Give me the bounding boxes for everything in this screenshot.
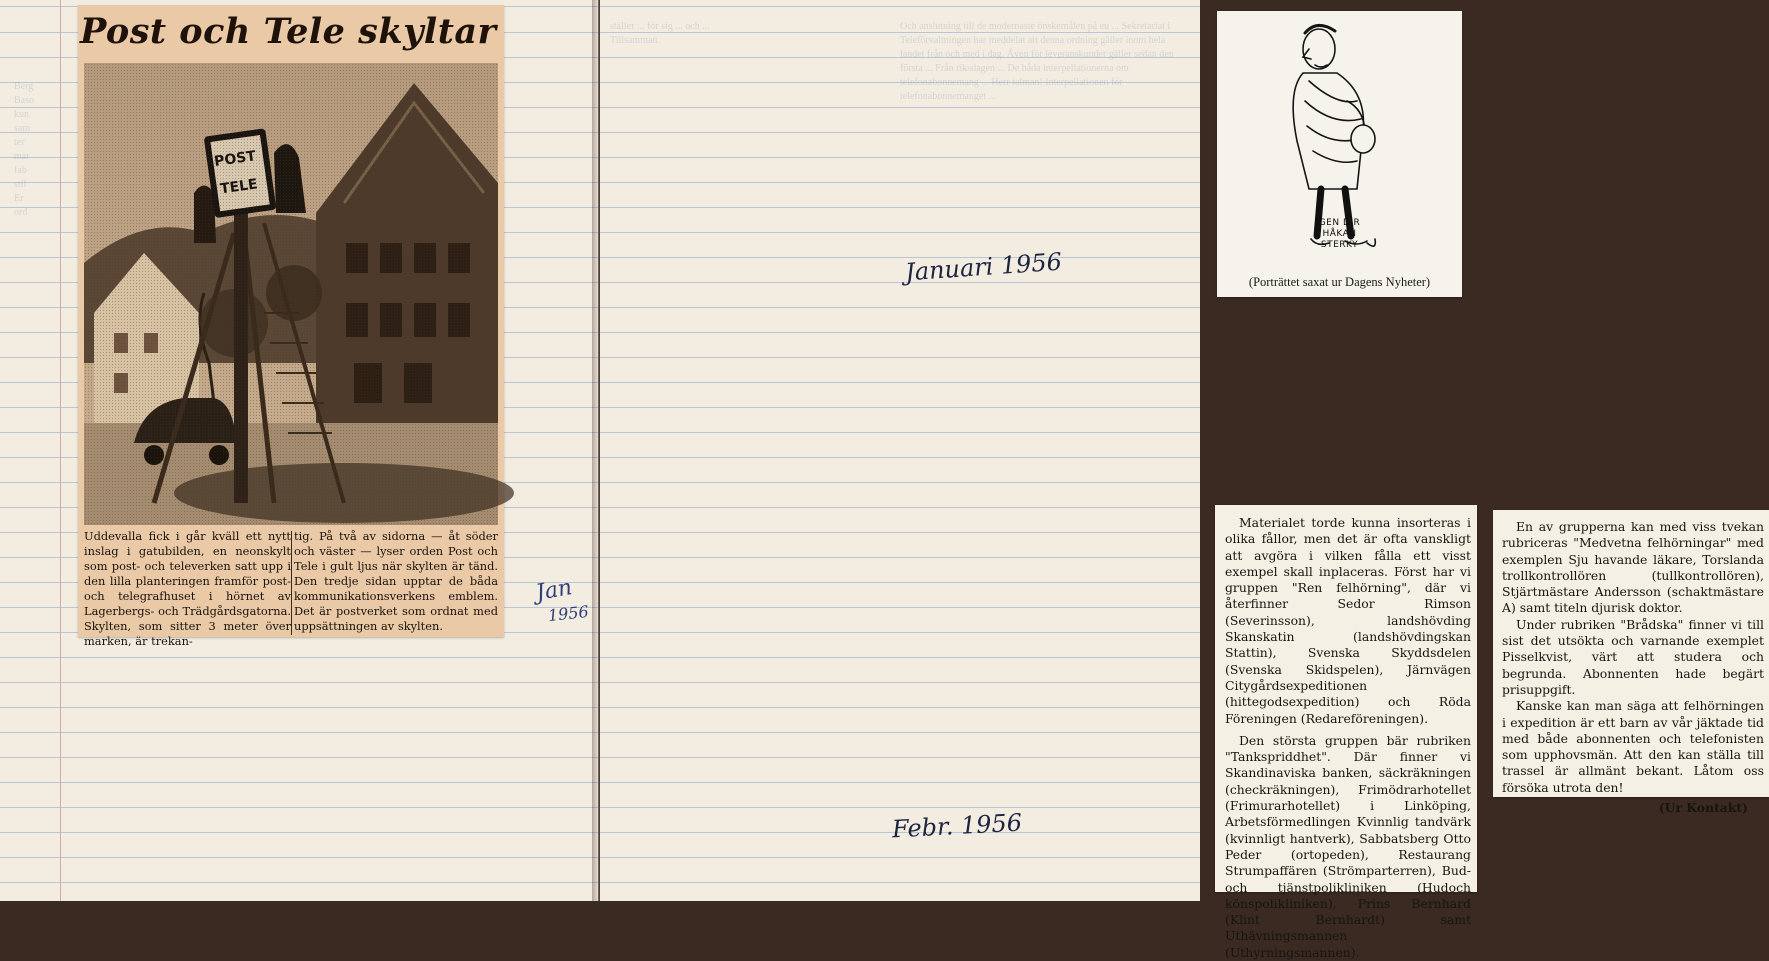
handwritten-year: 1956: [547, 601, 590, 626]
article-source: (Ur Kontakt): [1658, 800, 1748, 816]
article-text-column-1: [1225, 515, 1471, 961]
bleed-through-text: Och anslutning till de modernaste önskemålen på eu ... Sekretariat i Teleförvaltningen har meddelat att denna ordning gäller inom hela landet från och med i dag. Även för leveranskunder gäller sedan den första ... Från riksdagen ... De båda interpellationerna om telefonabonnemang ... Herr talman! Interpellationen för telefonabonnemanget ...: [900, 21, 1174, 102]
article-clipping-column-1: [1215, 505, 1477, 960]
sign-word-post: POST: [213, 148, 257, 170]
handwritten-month: Jan: [534, 575, 575, 606]
newspaper-clipping-post-tele: [78, 5, 504, 648]
portrait-label-line-1: GEN DIR: [1318, 218, 1361, 228]
clipping-headline: Post och Tele skyltar: [80, 11, 497, 52]
bleed-through-text: Berg Baso kun sam ter mar fab stil Er ord: [14, 81, 34, 218]
article-paragraph: Kanske kan man säga att felhörningen i expedition är ett barn av vår jäktade tid med både abonnenten och telefonisten som upphovsmän. Att den kan ställa till trassel är allmänt bekant. Låtom oss försöka utrota den!: [1502, 698, 1764, 795]
left-notebook-page: [0, 0, 599, 901]
article-paragraph: Materialet torde kunna insorteras i olika fållor, men det är ofta vanskligt att avgöra i vilken fålla ett visst exempel skall inplaceras. Först har vi gruppen "Ren felhörning", där vi återfinner Sedor Rimson (Severinsson), landshövding Skanskatin (landshövdingskan Stattin), Svenska Skyddsdelen (Svenska Skidspelen), Järnvägen Citygårdsexpeditionen (hittegodsexpedition) och Röda Föreningen (Redareföreningen).: [1225, 515, 1471, 726]
caption-right-column: tig. På två av sidorna — åt söder och väster — lyser orden Post och Tele i gult ljus när skylten är tänd. Den tredje sidan upptar de båda kommunikationsverkens emblem. Det är postverket som ordnat med uppsättningen av skylten.: [294, 529, 498, 633]
right-notebook-page: [600, 0, 1764, 960]
article-paragraph: En av grupperna kan med viss tvekan rubriceras "Medvetna felhörningar" med exemplen Sju havande läkare, Torslanda trollkontrollören (tullkontrollören), Stjärtmästare Andersson (schaktmästare A) samt titeln djurisk doktor.: [1502, 519, 1764, 616]
article-paragraph: Den största gruppen bär rubriken "Tankspriddhet". Där finner vi Skandinaviska banken, säckräkningen (checkräkningen), Frimödrarhotellet (Frimurarhotellet) i Linköping, Arbetsförmedlingen Kvinnlig tandvärk (kvinnligt hantverk), Sabbatsberg Otto Peder (ortopeden), Restaurang Strumpaffären (Strömparterren), Bud- och tjänstpolikliniken (Hudoch könspolikliniken), Prins Bernhard (Klint Bernhardt) samt Uthävningsmannen (Uthyrningsmannen).: [1225, 732, 1471, 960]
clipping-photo: [84, 63, 498, 525]
article-clipping-column-2: [1493, 510, 1769, 816]
handwritten-date-january: Januari 1956: [904, 247, 1063, 287]
caption-divider: [291, 531, 292, 635]
portrait-clipping: [1217, 11, 1462, 297]
sign-text: [208, 142, 265, 204]
portrait-credit: (Porträttet saxat ur Dagens Nyheter): [1248, 275, 1431, 289]
sign-word-tele: TELE: [219, 176, 259, 198]
portrait-label-line-2: HÅKAN: [1322, 229, 1357, 239]
portrait-label-line-3: STERKY: [1320, 240, 1359, 250]
caption-left-column: Uddevalla fick i går kväll ett nytt inslag i gatubilden, en neonskylt som post- och televerken satt upp i den lilla planteringen framför post- och telegrafhuset i hörnet av Lagerbergs- och Trädgårdsgatorna. Skylten, som sitter 3 meter över marken, är trekan-: [84, 529, 291, 648]
handwritten-date-february: Febr. 1956: [891, 808, 1023, 844]
article-text-column-2: [1502, 519, 1764, 816]
bleed-through-text-edge: ställer ... för sig ... och ... Tillsamman: [610, 21, 710, 46]
article-paragraph: Under rubriken "Brådska" finner vi till sist det utsökta och varnande exemplet Pisselkvist, värt att studera och begrunda. Abonnenten hade begärt prisuppgift.: [1502, 616, 1764, 697]
